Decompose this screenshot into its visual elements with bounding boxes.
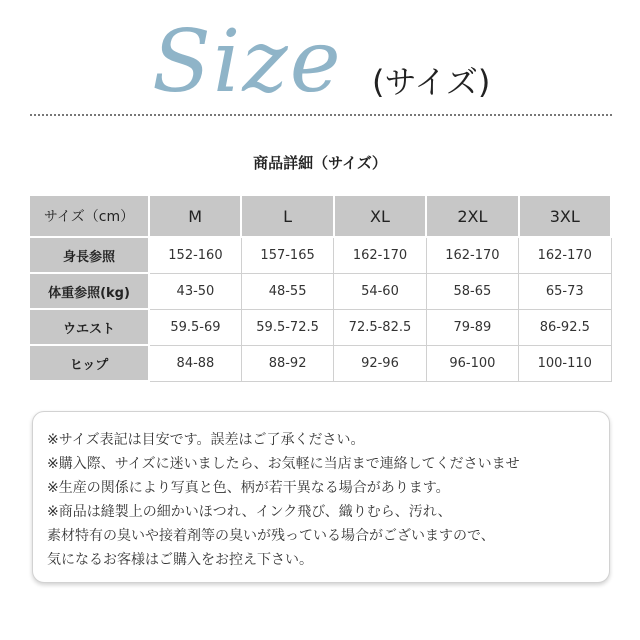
row-label: 身長参照: [29, 237, 149, 273]
header-label-cell: サイズ（cm）: [29, 195, 149, 237]
size-header-cell: 3XL: [519, 195, 611, 237]
table-header-row: [29, 195, 611, 237]
table-cell: 162-170: [519, 237, 611, 273]
table-cell: 162-170: [334, 237, 426, 273]
dotted-divider: [30, 114, 612, 116]
table-row: [29, 309, 611, 345]
table-cell: 152-160: [149, 237, 241, 273]
size-subtitle: (サイズ): [372, 63, 491, 101]
table-cell: 48-55: [241, 273, 333, 309]
table-cell: 59.5-72.5: [241, 309, 333, 345]
size-table-panel: [28, 140, 612, 390]
table-cell: 86-92.5: [519, 309, 611, 345]
note-line: ※生産の関係により写真と色、柄が若干異なる場合があります。: [47, 480, 450, 496]
table-cell: 157-165: [241, 237, 333, 273]
note-line: ※購入際、サイズに迷いましたら、お気軽に当店まで連絡してくださいませ: [47, 456, 520, 472]
table-row: [29, 273, 611, 309]
size-header-cell: M: [149, 195, 241, 237]
table-cell: 43-50: [149, 273, 241, 309]
table-row: [29, 237, 611, 273]
table-cell: 79-89: [426, 309, 518, 345]
table-cell: 54-60: [334, 273, 426, 309]
notes-list: [33, 412, 609, 572]
row-label: 体重参照(kg): [29, 273, 149, 309]
note-line: 気になるお客様はご購入をお控え下さい。: [47, 552, 313, 568]
row-label: ウエスト: [29, 309, 149, 345]
row-label: ヒップ: [29, 345, 149, 381]
notes-box: [32, 411, 610, 583]
table-cell: 59.5-69: [149, 309, 241, 345]
table-cell: 162-170: [426, 237, 518, 273]
page-header: [0, 0, 640, 120]
table-cell: 58-65: [426, 273, 518, 309]
size-header-cell: L: [241, 195, 333, 237]
note-line: 素材特有の臭いや接着剤等の臭いが残っている場合がございますので、: [47, 528, 495, 544]
table-cell: 65-73: [519, 273, 611, 309]
table-row: [29, 345, 611, 381]
size-table: [28, 194, 612, 382]
note-line: ※商品は縫製上の細かいほつれ、インク飛び、織りむら、汚れ、: [47, 504, 452, 520]
table-title: 商品詳細（サイズ）: [253, 154, 387, 172]
table-cell: 72.5-82.5: [334, 309, 426, 345]
table-cell: 84-88: [149, 345, 241, 381]
size-header-cell: 2XL: [426, 195, 518, 237]
table-cell: 100-110: [519, 345, 611, 381]
size-header-cell: XL: [334, 195, 426, 237]
table-cell: 88-92: [241, 345, 333, 381]
size-logo: Size: [152, 12, 343, 112]
table-cell: 96-100: [426, 345, 518, 381]
note-line: ※サイズ表記は目安です。誤差はご了承ください。: [47, 432, 365, 448]
table-cell: 92-96: [334, 345, 426, 381]
